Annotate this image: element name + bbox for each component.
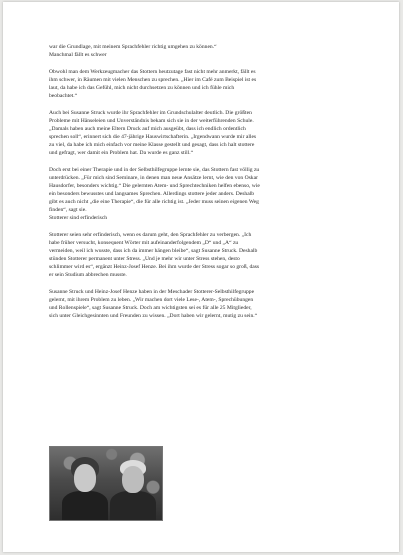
person-left-clothes [62, 491, 108, 521]
paragraph-line: Stotterer seien sehr erfinderisch, wenn es darum geht, den Sprachfehler zu verbergen. „Ich [49, 232, 252, 238]
article-paragraph [49, 43, 369, 59]
person-right-clothes [110, 491, 156, 521]
paragraph-line: gibt es auch nicht „die eine Therapie“, die für alle richtig ist. „Jeder muss seinen eigenen Weg [49, 199, 259, 205]
paragraph-line: sprechen soll“, erinnert sich die 47-jährige Hauswirtschafterin. „Irgendwann wurde mir alles [49, 134, 257, 140]
paragraph-line: Susanne Struck und Heinz-Josef Henze haben in der Meschader Stotterer-Selbsthilfegruppe [49, 289, 255, 295]
paragraph-line: beobachtet.“ [49, 93, 78, 99]
paragraph-line: finden“, sagt sie. [49, 207, 87, 213]
paragraph-line: stünden Stotterer permanent unter Stress. „Und je mehr wir unter Stress stehen, desto [49, 256, 240, 262]
paragraph-line: Obwohl man dem Werkzeugmacher das Stottern heutzutage fast nicht mehr anmerkt, fällt es [49, 69, 256, 75]
paragraph-line: vermeiden, weil ich wusste, dass ich da immer hängen bleibe“, sagt Susanne Struck. Deshalb [49, 248, 258, 254]
paragraph-line: sich unter Gleichgesinnten und Freunden zu wissen. „Dort haben wir gelernt, mutig zu sein.“ [49, 313, 258, 319]
article-photo [49, 446, 163, 521]
document-page [3, 2, 399, 552]
article-paragraph [49, 288, 369, 320]
paragraph-line: war die Grundlage, mit meinem Sprachfehler richtig umgehen zu können.“ [49, 44, 217, 50]
paragraph-line: ein besonders bewusstes und langsames Sprechen. Allerdings stottere jeder anders. Deshalb [49, 191, 255, 197]
paragraph-line: und gefragt, wer damit ein Problem hat. Da wurde es ganz still.“ [49, 150, 194, 156]
section-subheading: Manchmal fällt es schwer [49, 52, 107, 58]
paragraph-line: „Damals haben auch meine Eltern Druck auf mich ausgeübt, dass ich endlich ordentlich [49, 126, 246, 132]
article-paragraph [49, 166, 369, 222]
paragraph-line: Auch bei Susanne Struck wurde ihr Sprachfehler im Grundschulalter deutlich. Die größten [49, 110, 252, 116]
paragraph-line: schlimmer wird es“, ergänzt Heinz-Josef Henze. Bei ihm wurde der Stress sogar so groß, dass [49, 264, 260, 270]
paragraph-line: unterdrücken. „Für mich sind Seminare, in denen man neue Ansätze lernt, wie den von Oskar [49, 175, 258, 181]
paragraph-line: gelernt, mit ihrem Problem zu leben. „Wir machen dort viele Lese-, Atem-, Sprechübungen [49, 297, 254, 303]
paragraph-line: zu viel, da habe ich mich einfach vor meine Klasse gestellt und gesagt, dass ich halt stottere [49, 142, 255, 148]
paragraph-line: Hausdorfer, besonders wichtig.“ Die gelernten Atem- und Sprechtechniken helfen ebenso, wie [49, 183, 260, 189]
person-right-face [122, 466, 144, 493]
paragraph-line: er sein Studium abbrechen musste. [49, 272, 127, 278]
section-subheading: Stotterer sind erfinderisch [49, 215, 108, 221]
photo-person-right [110, 459, 156, 520]
person-left-face [74, 464, 96, 492]
paragraph-line: laut, da habe ich das Gefühl, mich nicht durchsetzen zu können und ich fühle mich [49, 85, 235, 91]
paragraph-line: und Rollenspiele“, sagt Susanne Struck. Doch am wichtigsten sei es für alle 25 Mitglieder, [49, 305, 252, 311]
paragraph-line: Doch erst bei einer Therapie und in der Selbsthilfegruppe lernte sie, das Stottern fast völlig zu [49, 167, 260, 173]
article-paragraph [49, 231, 369, 279]
article-body [49, 43, 369, 329]
paragraph-line: Probleme mit Hänseleien und Unverständnis bekam sich sie in der weiterführenden Schule. [49, 118, 254, 124]
paragraph-line: habe früher versucht, konsequent Wörter mit aufeinanderfolgendem „D“ und „A“ zu [49, 240, 239, 246]
photo-person-left [62, 455, 108, 520]
article-paragraph [49, 109, 369, 157]
article-paragraph [49, 68, 369, 100]
paragraph-line: ihm schwer, in Räumen mit vielen Menschen zu sprechen. „Hier im Café zum Beispiel ist es [49, 77, 257, 83]
